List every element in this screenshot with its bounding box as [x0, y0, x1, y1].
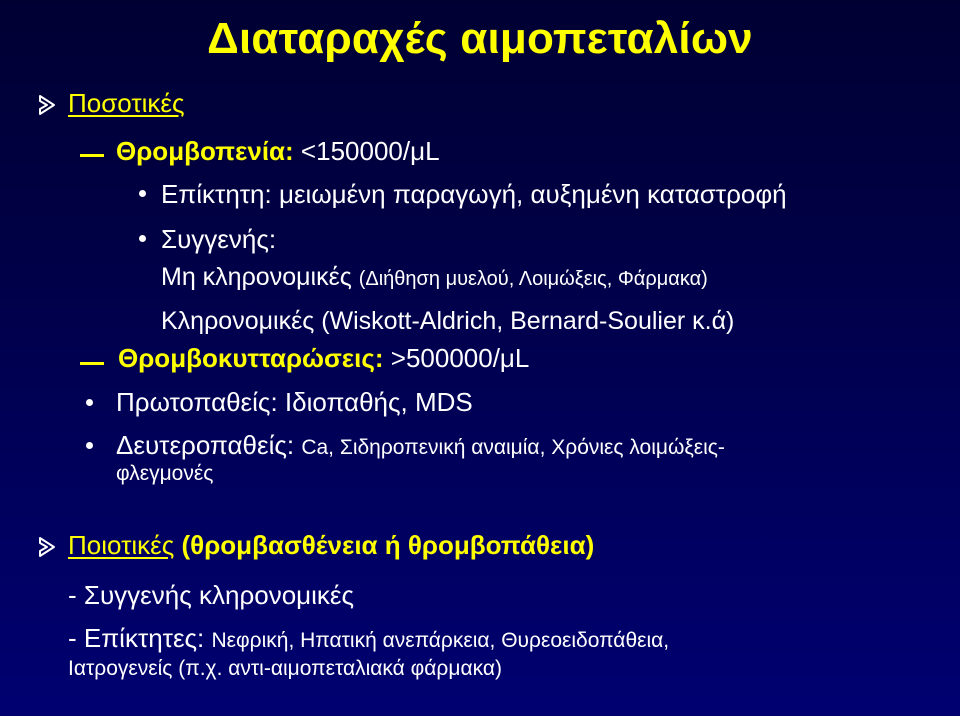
secondary-thrombocytosis — [116, 430, 725, 461]
dot-bullet-icon — [139, 235, 146, 242]
qualitative-heading-detail: (θρομβασθένεια ή θρομβοπάθεια) — [174, 530, 595, 560]
acquired-label: - Επίκτητες: — [68, 623, 212, 653]
non-hereditary-detail: (Διήθηση μυελού, Λοιμώξεις, Φάρμακα) — [358, 268, 708, 290]
thrombocytosis-label: Θρομβοκυτταρώσεις: — [118, 343, 384, 373]
qualitative-heading: Ποιοτικές — [68, 530, 175, 560]
primary-thrombocytosis: Πρωτοπαθείς: Ιδιοπαθής, MDS — [116, 387, 473, 417]
slide-title: Διαταραχές αιμοπεταλίων — [207, 14, 753, 63]
secondary-label: Δευτεροπαθείς: — [116, 430, 302, 460]
thrombocytosis-line — [118, 343, 529, 374]
secondary-detail: Ca, Σιδηροπενική αναιμία, Χρόνιες λοιμώξεις- — [301, 436, 725, 459]
acquired-qualitative — [68, 623, 669, 654]
congenital-hereditary: - Συγγενής κληρονομικές — [68, 580, 355, 610]
secondary-detail-continued: φλεγμονές — [116, 462, 214, 485]
acquired-thrombocytopenia: Επίκτητη: μειωμένη παραγωγή, αυξημένη καταστροφή — [161, 179, 787, 209]
dot-bullet-icon — [86, 442, 93, 449]
dash-bullet-icon — [80, 154, 104, 157]
arrow-bullet-icon — [38, 94, 56, 116]
acquired-detail-continued: Ιατρογενείς (π.χ. αντι-αιμοπεταλιακά φάρμακα) — [68, 657, 502, 680]
dot-bullet-icon — [86, 399, 93, 406]
quantitative-heading: Ποσοτικές — [68, 88, 185, 118]
acquired-detail: Νεφρική, Ηπατική ανεπάρκεια, Θυρεοειδοπάθεια, — [211, 629, 670, 652]
qualitative-line — [68, 530, 594, 561]
thrombocytopenia-line — [116, 136, 440, 167]
dot-bullet-icon — [139, 190, 146, 197]
thrombocytopenia-value: <150000/μL — [293, 136, 440, 166]
thrombocytopenia-label: Θρομβοπενία: — [116, 136, 294, 166]
dash-bullet-icon — [80, 362, 104, 365]
non-hereditary-line — [161, 263, 708, 292]
non-hereditary-label: Μη κληρονομικές — [161, 263, 359, 291]
hereditary-line: Κληρονομικές (Wiskott-Aldrich, Bernard-Soulier κ.ά) — [161, 307, 735, 335]
arrow-bullet-icon — [38, 536, 56, 558]
thrombocytosis-value: >500000/μL — [383, 343, 530, 373]
congenital-thrombocytopenia: Συγγενής: — [161, 224, 277, 254]
